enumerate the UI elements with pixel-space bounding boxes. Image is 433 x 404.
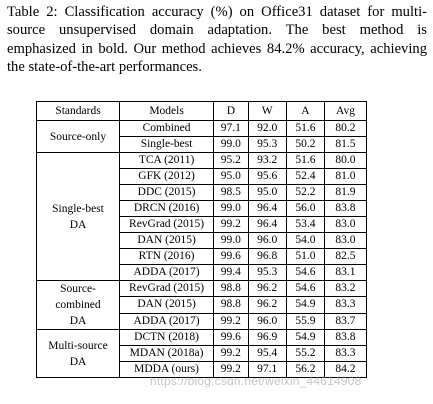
cell-w: 96.4 [248, 217, 286, 233]
cell-w: 93.2 [248, 153, 286, 169]
cell-d: 99.0 [214, 201, 248, 217]
cell-d: 99.0 [214, 233, 248, 249]
cell-a: 54.6 [286, 265, 324, 281]
header-w: W [248, 102, 286, 121]
cell-d: 95.0 [214, 169, 248, 185]
cell-model: DDC (2015) [120, 185, 214, 201]
cell-avg: 83.3 [324, 297, 366, 313]
cell-w: 96.8 [248, 249, 286, 265]
cell-a: 54.6 [286, 281, 324, 297]
cell-avg: 83.8 [324, 330, 366, 346]
cell-w: 96.9 [248, 330, 286, 346]
group-label-text: Multi-source DA [48, 339, 108, 368]
cell-d: 99.2 [214, 346, 248, 362]
cell-model: RevGrad (2015) [120, 281, 214, 297]
cell-model: RevGrad (2015) [120, 217, 214, 233]
cell-model: DAN (2015) [120, 233, 214, 249]
cell-a-best: 56.2 [286, 362, 324, 378]
cell-w: 95.3 [248, 137, 286, 153]
table-row [37, 153, 367, 169]
cell-w: 96.0 [248, 233, 286, 249]
cell-w: 95.6 [248, 169, 286, 185]
cell-d: 99.2 [214, 217, 248, 233]
cell-d: 98.8 [214, 297, 248, 313]
cell-d-best: 99.6 [214, 330, 248, 346]
cell-a: 54.0 [286, 233, 324, 249]
cell-avg: 83.1 [324, 265, 366, 281]
header-row [37, 102, 367, 121]
cell-d: 99.0 [214, 137, 248, 153]
cell-w: 95.3 [248, 265, 286, 281]
cell-avg: 83.3 [324, 346, 366, 362]
cell-model: DCTN (2018) [120, 330, 214, 346]
header-models: Models [120, 102, 214, 121]
cell-w: 96.4 [248, 201, 286, 217]
header-avg: Avg [324, 102, 366, 121]
cell-model: GFK (2012) [120, 169, 214, 185]
cell-d: 99.2 [214, 362, 248, 378]
table-row [37, 121, 367, 137]
cell-w: 95.0 [248, 185, 286, 201]
cell-d: 95.2 [214, 153, 248, 169]
cell-a: 54.9 [286, 330, 324, 346]
cell-avg: 83.7 [324, 313, 366, 329]
header-standards: Standards [37, 102, 120, 121]
watermark: https://blog.csdn.net/weixin_44614908 [150, 374, 362, 388]
header-d: D [214, 102, 248, 121]
cell-w: 96.2 [248, 281, 286, 297]
group-label-multi-source-da [37, 330, 120, 378]
cell-avg: 82.5 [324, 249, 366, 265]
cell-w: 96.0 [248, 313, 286, 329]
cell-avg: 83.8 [324, 201, 366, 217]
cell-avg: 83.0 [324, 217, 366, 233]
cell-model: RTN (2016) [120, 249, 214, 265]
cell-w-best: 97.1 [248, 362, 286, 378]
cell-a: 51.6 [286, 153, 324, 169]
group-label-source-only: Source-only [37, 121, 120, 153]
cell-model: Combined [120, 121, 214, 137]
cell-a: 53.4 [286, 217, 324, 233]
cell-d: 98.5 [214, 185, 248, 201]
cell-model: ADDA (2017) [120, 265, 214, 281]
cell-avg: 81.0 [324, 169, 366, 185]
cell-w: 96.2 [248, 297, 286, 313]
cell-model: Single-best [120, 137, 214, 153]
header-a: A [286, 102, 324, 121]
table-caption: Table 2: Classification accuracy (%) on Office31 dataset for multi-source unsupervised domain adaptation. The best method is emphasized in bold. Our method achieves 84.2% accuracy, achieving the state-of-the-art performances. [7, 4, 427, 75]
cell-avg: 83.2 [324, 281, 366, 297]
cell-model: TCA (2011) [120, 153, 214, 169]
results-table [36, 101, 367, 378]
cell-d: 99.2 [214, 313, 248, 329]
cell-a: 51.6 [286, 121, 324, 137]
cell-d: 98.8 [214, 281, 248, 297]
table-row [37, 281, 367, 297]
cell-model: MDAN (2018a) [120, 346, 214, 362]
cell-avg: 80.0 [324, 153, 366, 169]
table-row [37, 330, 367, 346]
group-label-source-combined-da [37, 281, 120, 330]
cell-model: ADDA (2017) [120, 313, 214, 329]
cell-w: 95.4 [248, 346, 286, 362]
cell-a: 52.4 [286, 169, 324, 185]
cell-a: 51.0 [286, 249, 324, 265]
cell-model: DAN (2015) [120, 297, 214, 313]
cell-a: 50.2 [286, 137, 324, 153]
cell-avg: 81.9 [324, 185, 366, 201]
group-label-single-best-da [37, 153, 120, 281]
cell-a: 55.2 [286, 346, 324, 362]
cell-model: DRCN (2016) [120, 201, 214, 217]
cell-d: 97.1 [214, 121, 248, 137]
cell-d-best: 99.6 [214, 249, 248, 265]
cell-model: MDDA (ours) [120, 362, 214, 378]
cell-a: 54.9 [286, 297, 324, 313]
cell-a: 56.0 [286, 201, 324, 217]
cell-avg: 83.0 [324, 233, 366, 249]
group-label-text: Source-combined DA [55, 283, 101, 327]
cell-a: 55.9 [286, 313, 324, 329]
cell-avg: 81.5 [324, 137, 366, 153]
group-label-text: Single-best DA [52, 202, 104, 231]
cell-avg: 80.2 [324, 121, 366, 137]
cell-a: 52.2 [286, 185, 324, 201]
cell-w: 92.0 [248, 121, 286, 137]
cell-d: 99.4 [214, 265, 248, 281]
cell-avg-best: 84.2 [324, 362, 366, 378]
